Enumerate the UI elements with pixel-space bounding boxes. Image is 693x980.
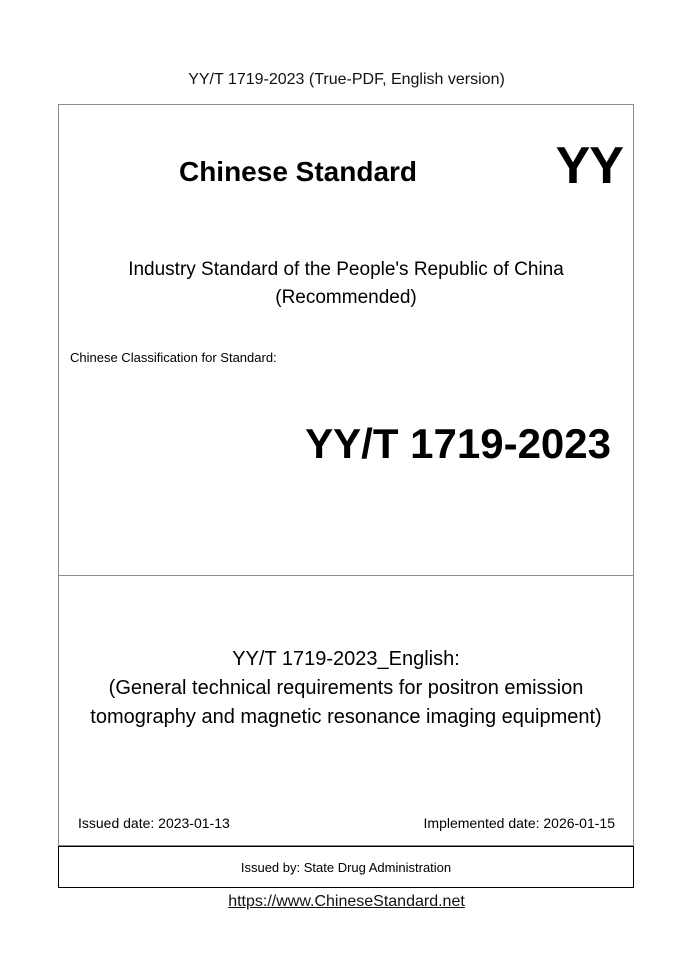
document-header: YY/T 1719-2023 (True-PDF, English version) (188, 71, 505, 88)
industry-standard-line: Industry Standard of the People's Republic of China (128, 259, 564, 280)
industry-code-mark: YY (555, 137, 623, 195)
recommended-label: (Recommended) (275, 287, 417, 308)
website-link[interactable]: https://www.ChineseStandard.net (228, 893, 465, 910)
section-divider (58, 575, 634, 576)
english-title-line-1: YY/T 1719-2023_English: (232, 648, 460, 670)
classification-label: Chinese Classification for Standard: (70, 350, 277, 365)
english-title-line-3: tomography and magnetic resonance imaging equipment) (90, 706, 602, 728)
implemented-date: Implemented date: 2026-01-15 (423, 815, 615, 831)
cover-heading: Chinese Standard (178, 156, 418, 187)
issuer-label: Issued by: State Drug Administration (240, 859, 452, 875)
standard-number: YY/T 1719-2023 (305, 420, 611, 467)
english-title-line-2: (General technical requirements for positron emission (108, 677, 584, 699)
issued-date: Issued date: 2023-01-13 (78, 815, 230, 831)
cover-frame (58, 104, 634, 846)
issuer-box (58, 846, 634, 888)
